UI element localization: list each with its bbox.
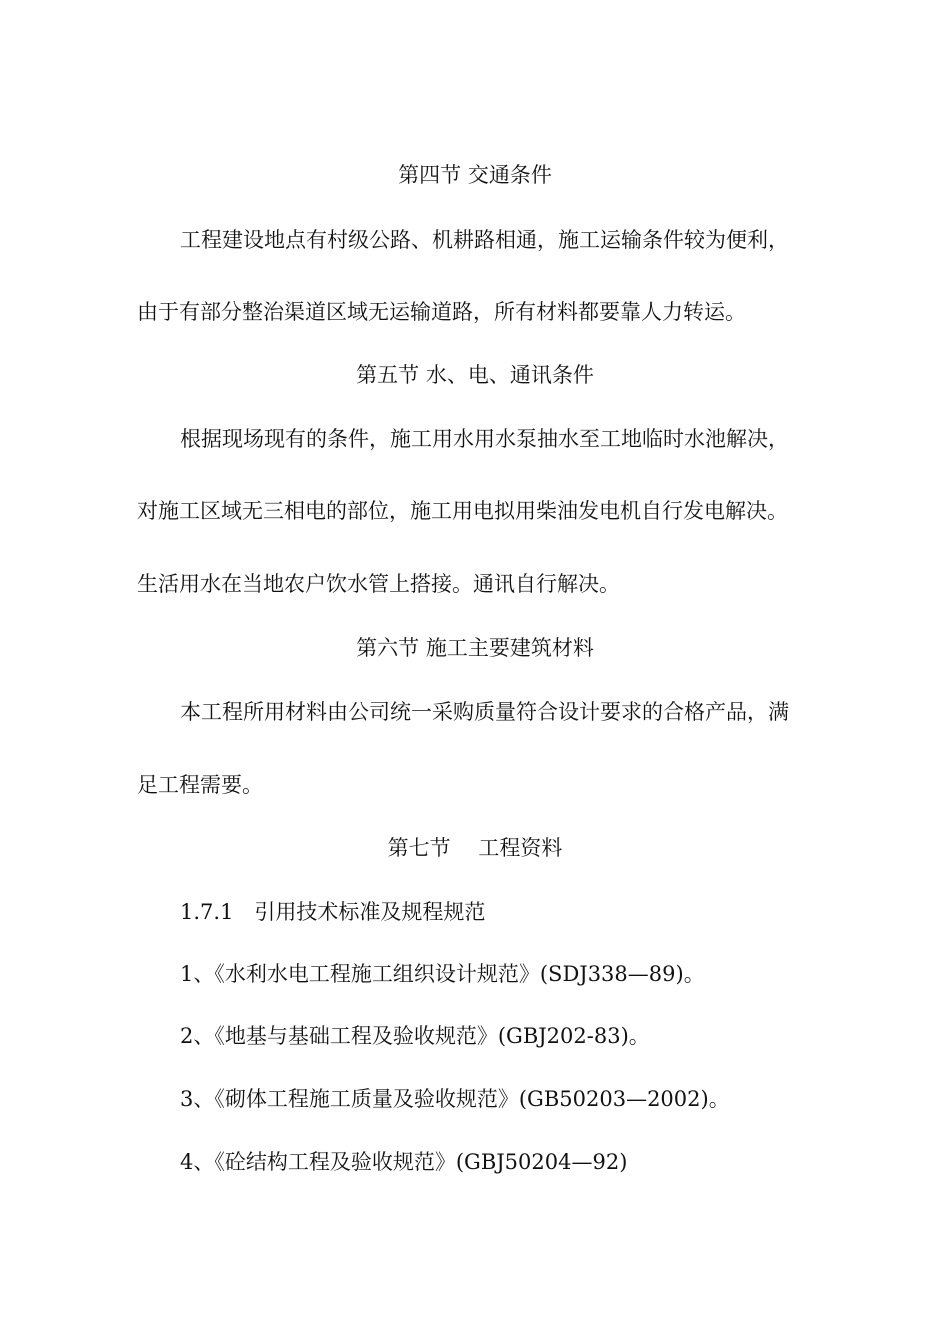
- paragraph-line: 工程建设地点有村级公路、机耕路相通，施工运输条件较为便利，: [180, 228, 789, 252]
- section-heading-utilities: 第五节 水、电、通讯条件: [356, 363, 594, 387]
- reference-item: 1、《水利水电工程施工组织设计规范》(SDJ338—89)。: [180, 962, 705, 986]
- section-heading-documents: 第七节 工程资料: [387, 836, 563, 860]
- reference-item: 3、《砌体工程施工质量及验收规范》(GB50203—2002)。: [180, 1087, 730, 1111]
- section-heading-transport: 第四节 交通条件: [398, 163, 552, 187]
- paragraph-line: 根据现场现有的条件，施工用水用水泵抽水至工地临时水池解决，: [180, 427, 789, 451]
- section-heading-materials: 第六节 施工主要建筑材料: [356, 636, 594, 660]
- reference-item: 4、《砼结构工程及验收规范》(GBJ50204—92): [180, 1150, 628, 1174]
- paragraph-line: 生活用水在当地农户饮水管上搭接。通讯自行解决。: [137, 572, 620, 596]
- paragraph-line: 对施工区域无三相电的部位，施工用电拟用柴油发电机自行发电解决。: [137, 499, 788, 523]
- paragraph-line: 由于有部分整治渠道区域无运输道路，所有材料都要靠人力转运。: [137, 300, 746, 324]
- paragraph-line: 本工程所用材料由公司统一采购质量符合设计要求的合格产品，满: [180, 700, 789, 724]
- paragraph-line: 足工程需要。: [137, 773, 263, 797]
- subsection-title: 1.7.1 引用技术标准及规程规范: [180, 900, 486, 924]
- reference-item: 2、《地基与基础工程及验收规范》(GBJ202-83)。: [180, 1024, 650, 1048]
